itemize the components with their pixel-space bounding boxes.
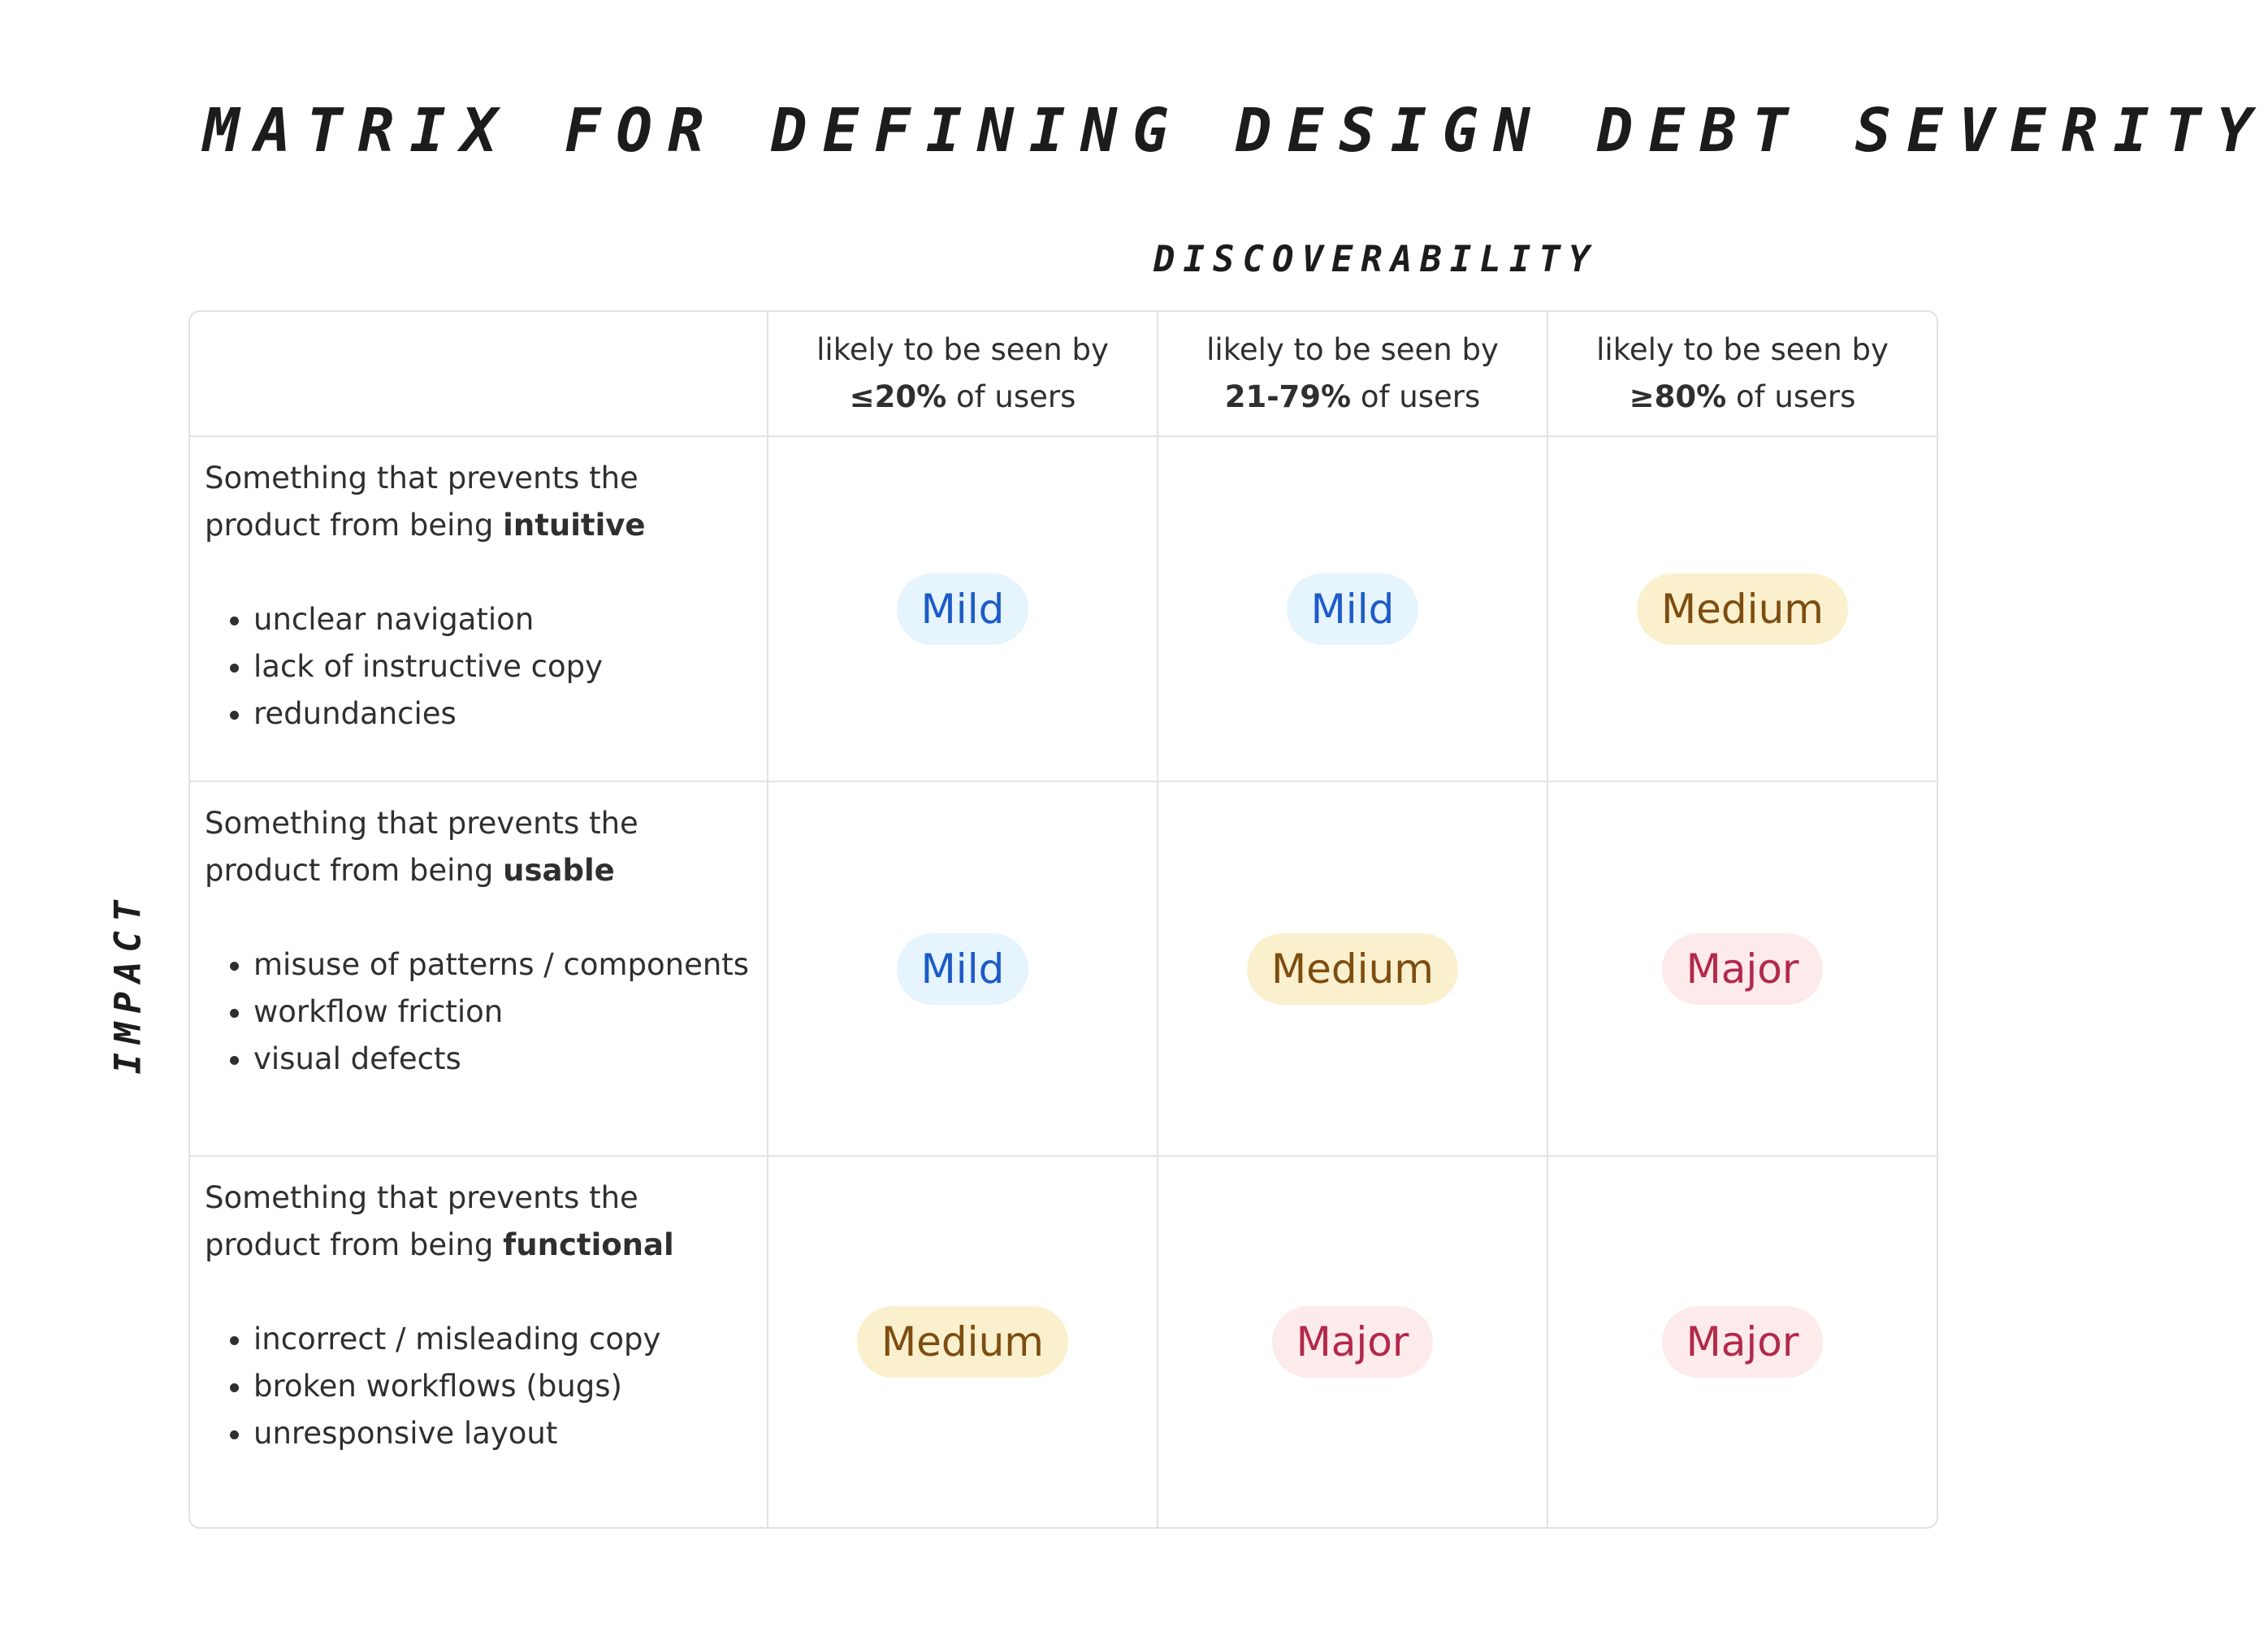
severity-badge: Major <box>1662 1306 1824 1378</box>
severity-badge: Medium <box>1247 933 1458 1005</box>
list-item: • redundancies <box>253 690 752 738</box>
severity-matrix <box>188 310 1938 1529</box>
severity-cell <box>1158 1157 1548 1527</box>
row-header-intuitive <box>190 437 768 782</box>
severity-cell <box>1548 1157 1937 1527</box>
column-header-line2 <box>1630 374 1856 421</box>
severity-cell <box>768 1157 1158 1527</box>
severity-badge: Medium <box>857 1306 1068 1378</box>
severity-badge: Mild <box>897 933 1029 1005</box>
page-title: MATRIX FOR DEFINING DESIGN DEBT SEVERITY <box>203 96 2268 166</box>
row-description-text: Something that prevents the product from being <box>205 1180 638 1262</box>
list-item: • visual defects <box>253 1036 752 1083</box>
column-header <box>768 312 1158 437</box>
column-header-percent: ≥80% <box>1629 379 1727 414</box>
list-item: • unresponsive layout <box>253 1410 752 1457</box>
severity-badge: Mild <box>1287 573 1419 645</box>
column-header-percent: ≤20% <box>849 379 947 414</box>
row-description-keyword: intuitive <box>503 508 646 543</box>
row-description <box>205 455 752 549</box>
severity-cell <box>1158 782 1548 1157</box>
column-header-line2 <box>1225 374 1481 421</box>
row-description-text: Something that prevents the product from being <box>205 461 638 543</box>
column-header <box>1548 312 1937 437</box>
severity-cell <box>768 782 1158 1157</box>
column-header-line1: likely to be seen by <box>1206 332 1499 367</box>
severity-cell <box>1158 437 1548 782</box>
row-header-usable <box>190 782 768 1157</box>
severity-cell <box>1548 437 1937 782</box>
severity-cell <box>1548 782 1937 1157</box>
row-description-text: Something that prevents the product from being <box>205 806 638 888</box>
list-item: • lack of instructive copy <box>253 643 752 690</box>
column-header-suffix: of users <box>1726 379 1856 414</box>
row-description-keyword: usable <box>503 853 615 888</box>
row-description <box>205 800 752 894</box>
row-bullets <box>205 1316 752 1457</box>
list-item: • broken workflows (bugs) <box>253 1363 752 1410</box>
row-description <box>205 1175 752 1269</box>
column-header-line1: likely to be seen by <box>1596 332 1889 367</box>
row-bullets <box>205 596 752 738</box>
column-header-line2 <box>850 374 1076 421</box>
column-header-suffix: of users <box>1351 379 1481 414</box>
x-axis-label: DISCOVERABILITY <box>1153 239 1599 280</box>
row-description-keyword: functional <box>503 1227 674 1262</box>
row-header-functional <box>190 1157 768 1527</box>
row-bullets <box>205 941 752 1083</box>
severity-cell <box>768 437 1158 782</box>
column-header-line1: likely to be seen by <box>816 332 1109 367</box>
y-axis-label: IMPACT <box>107 891 149 1075</box>
column-header-percent: 21-79% <box>1224 379 1352 414</box>
list-item: • unclear navigation <box>253 596 752 643</box>
list-item: • workflow friction <box>253 989 752 1036</box>
column-header-suffix: of users <box>946 379 1076 414</box>
severity-badge: Major <box>1662 933 1824 1005</box>
severity-badge: Medium <box>1637 573 1848 645</box>
severity-badge: Major <box>1272 1306 1434 1378</box>
column-header <box>1158 312 1548 437</box>
severity-badge: Mild <box>897 573 1029 645</box>
list-item: • misuse of patterns / components <box>253 941 752 989</box>
list-item: • incorrect / misleading copy <box>253 1316 752 1363</box>
corner-cell <box>190 312 768 437</box>
